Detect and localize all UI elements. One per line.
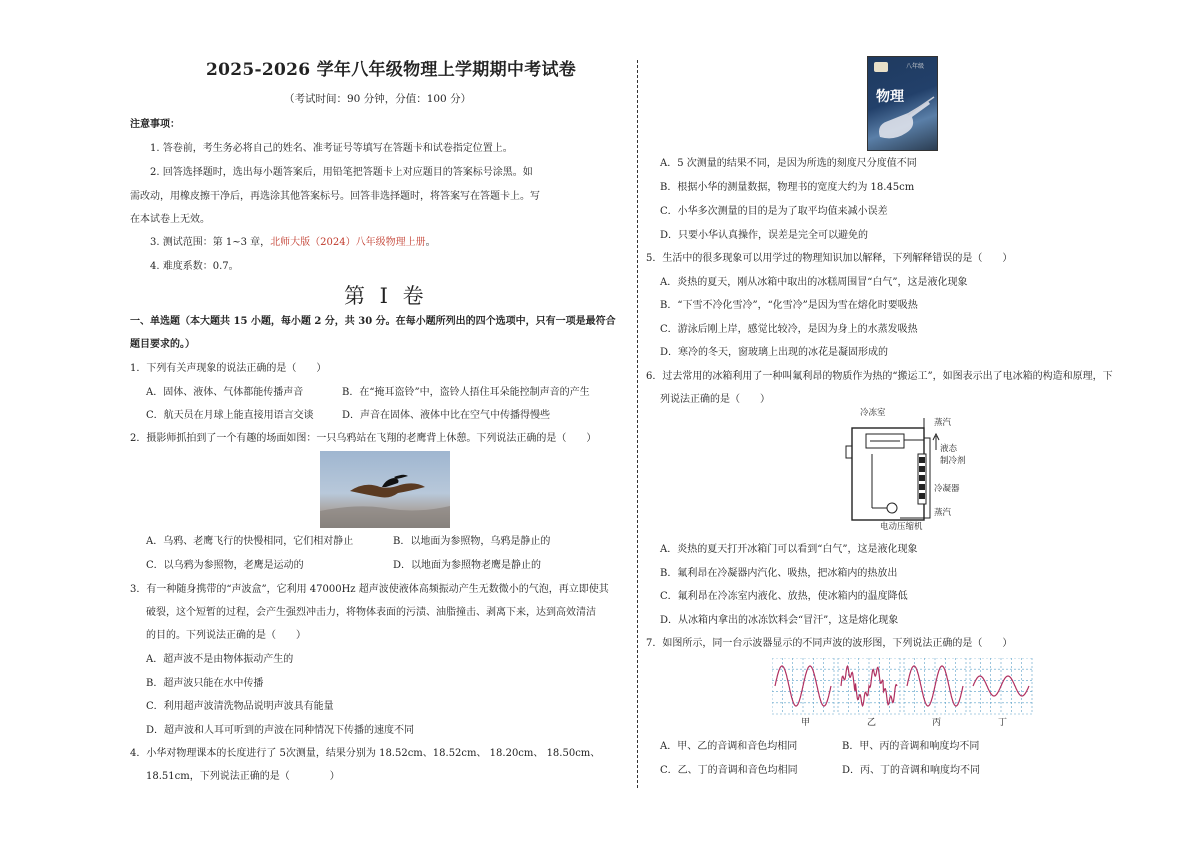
notice-2b: 需改动，用橡皮擦干净后，再选涂其他答案标号。回答非选择题时，将答案写在答题卡上。写 <box>130 191 540 202</box>
q3-stem-1: 3．有一种随身携带的“声波盒”，它利用 47000Hz 超声波使液体高频振动产生无数微小的气泡，再立即使其 <box>130 584 609 595</box>
q4-option-c: C．小华多次测量的目的是为了取平均值来减小误差 <box>660 206 888 217</box>
wave-label-bing: 丙 <box>932 718 942 728</box>
q2-stem: 2．摄影师抓拍到了一个有趣的场面如图：一只乌鸦站在飞翔的老鹰背上休憩。下列说法正确的是（ ） <box>130 433 597 444</box>
fridge-schematic-icon <box>842 410 1002 538</box>
q4-option-d: D．只要小华认真操作，误差是完全可以避免的 <box>660 230 869 241</box>
notice-3 <box>150 236 436 249</box>
q5-option-d: D．寒冷的冬天，窗玻璃上出现的冰花是凝固形成的 <box>660 347 889 358</box>
q7-option-b: B．甲、丙的音调和响度均不同 <box>842 741 980 752</box>
q4-stem-1: 4．小华对物理课本的长度进行了 5次测量，结果分别为 18.52cm、18.52cm、 18.20cm、 18.50cm、 <box>130 748 601 759</box>
section-heading-b: 题目要求的。） <box>130 339 195 350</box>
q3-stem-2: 破裂，这个短暂的过程，会产生强烈冲击力，将物体表面的污渍、油脂撞击、剥离下来，达到高效清洁 <box>146 607 596 618</box>
notice-2c: 在本试卷上无效。 <box>130 214 210 225</box>
q6-stem-1: 6．过去常用的冰箱利用了一种叫氟利昂的物质作为热的“搬运工”，如图表示出了电冰箱的构造和原理，下 <box>646 371 1113 382</box>
label-liquid-1: 液态 <box>940 444 958 454</box>
q5-option-c: C．游泳后刚上岸，感觉比较冷，是因为身上的水蒸发吸热 <box>660 324 918 335</box>
notice-1: 1. 答卷前，考生务必将自己的姓名、准考证号等填写在答题卡和试卷指定位置上。 <box>150 143 513 154</box>
notice-heading: 注意事项： <box>130 119 180 130</box>
notice-3-scope: 北师大版（2024）八年级物理上册 <box>270 237 426 248</box>
q7-stem: 7．如图所示，同一台示波器显示的不同声波的波形图，下列说法正确的是（ ） <box>646 638 1013 649</box>
q4-option-b: B．根据小华的测量数据，物理书的宽度大约为 18.45cm <box>660 182 915 193</box>
q5-stem: 5．生活中的很多现象可以用学过的物理知识加以解释，下列解释错误的是（ ） <box>646 253 1013 264</box>
label-vapor-top: 蒸汽 <box>934 418 952 428</box>
waveform-panel <box>772 658 834 714</box>
q2-option-a: A．乌鸦、老鹰飞行的快慢相同，它们相对静止 <box>146 536 354 547</box>
q6-option-b: B．氟利昂在冷凝器内汽化、吸热，把冰箱内的热放出 <box>660 568 898 579</box>
refrigerator-diagram <box>842 410 1002 538</box>
q7-option-c: C．乙、丁的音调和音色均相同 <box>660 765 798 776</box>
wave-label-yi: 乙 <box>867 718 877 728</box>
q1-option-d: D．声音在固体、液体中比在空气中传播得慢些 <box>342 410 551 421</box>
q3-option-c: C．利用超声波清洗物品说明声波具有能量 <box>146 701 334 712</box>
q3-stem-3: 的目的。下列说法正确的是（ ） <box>146 630 306 641</box>
notice-3-suffix: 。 <box>425 237 436 248</box>
waveform-panel <box>838 658 900 714</box>
label-vapor-bottom: 蒸汽 <box>934 508 952 518</box>
guitar-icon <box>868 57 937 150</box>
q1-option-b: B．在“掩耳盗铃”中，盗铃人捂住耳朵能控制声音的产生 <box>342 387 590 398</box>
label-liquid-2: 制冷剂 <box>940 456 966 466</box>
q3-option-b: B．超声波只能在水中传播 <box>146 678 264 689</box>
q1-option-a: A．固体、液体、气体都能传播声音 <box>146 387 304 398</box>
column-divider <box>637 60 638 788</box>
notice-4: 4. 难度系数：0.7。 <box>150 261 239 272</box>
exam-title: 2025-2026 学年八年级物理上学期期中考试卷 <box>206 60 577 80</box>
exam-subtitle: （考试时间：90 分钟，分值：100 分） <box>284 93 472 105</box>
q2-option-d: D．以地面为参照物老鹰是静止的 <box>393 560 542 571</box>
q6-option-d: D．从冰箱内拿出的冰冻饮料会“冒汗”，这是熔化现象 <box>660 615 899 626</box>
q7-option-a: A．甲、乙的音调和音色均相同 <box>660 741 798 752</box>
q1-stem: 1．下列有关声现象的说法正确的是（ ） <box>130 363 327 374</box>
bird-silhouette-icon <box>320 451 450 528</box>
label-freezer: 冷冻室 <box>860 408 886 418</box>
volume-heading: 第 I 卷 <box>344 284 428 308</box>
crow-eagle-photo <box>320 451 450 528</box>
notice-2a: 2. 回答选择题时，选出每小题答案后，用铅笔把答题卡上对应题目的答案标号涂黑。如 <box>150 167 533 178</box>
q4-stem-2: 18.51cm，下列说法正确的是（ ） <box>146 771 340 782</box>
q3-option-d: D．超声波和人耳可听到的声波在同种情况下传播的速度不同 <box>146 725 415 736</box>
wave-label-jia: 甲 <box>801 718 811 728</box>
wave-label-ding: 丁 <box>998 718 1008 728</box>
oscilloscope-waveforms <box>772 658 1034 730</box>
book-title: 物理 <box>876 89 904 105</box>
physics-textbook-image <box>867 56 938 151</box>
notice-3-prefix: 3. 测试范围：第 1~3 章， <box>150 237 271 248</box>
q6-option-c: C．氟利昂在冷冻室内液化、放热，使冰箱内的温度降低 <box>660 591 908 602</box>
q5-option-a: A．炎热的夏天，刚从冰箱中取出的冰糕周围冒“白气”，这是液化现象 <box>660 277 968 288</box>
book-grade-tag: 八年级 <box>906 63 925 70</box>
section-heading-a: 一、单选题（本大题共 15 小题，每小题 2 分，共 30 分。在每小题所列出的四个选项中，只有一项是最符合 <box>130 316 616 327</box>
waveform-panel <box>970 658 1032 714</box>
q5-option-b: B．“下雪不冷化雪冷”，“化雪冷”是因为雪在熔化时要吸热 <box>660 300 918 311</box>
waveform-panel <box>904 658 966 714</box>
q7-option-d: D．丙、丁的音调和响度均不同 <box>842 765 981 776</box>
q4-option-a: A．5 次测量的结果不同，是因为所选的刻度尺分度值不同 <box>660 158 917 169</box>
q2-option-b: B．以地面为参照物，乌鸦是静止的 <box>393 536 551 547</box>
q1-option-c: C．航天员在月球上能直接用语言交谈 <box>146 410 314 421</box>
q6-option-a: A．炎热的夏天打开冰箱门可以看到“白气”，这是液化现象 <box>660 544 918 555</box>
label-condenser: 冷凝器 <box>934 484 960 494</box>
q2-option-c: C．以乌鸦为参照物，老鹰是运动的 <box>146 560 304 571</box>
waveform-panels-icon <box>772 658 1034 730</box>
q3-option-a: A．超声波不是由物体振动产生的 <box>146 654 294 665</box>
label-compressor: 电动压缩机 <box>880 522 923 532</box>
q6-stem-2: 列说法正确的是（ ） <box>660 394 770 405</box>
